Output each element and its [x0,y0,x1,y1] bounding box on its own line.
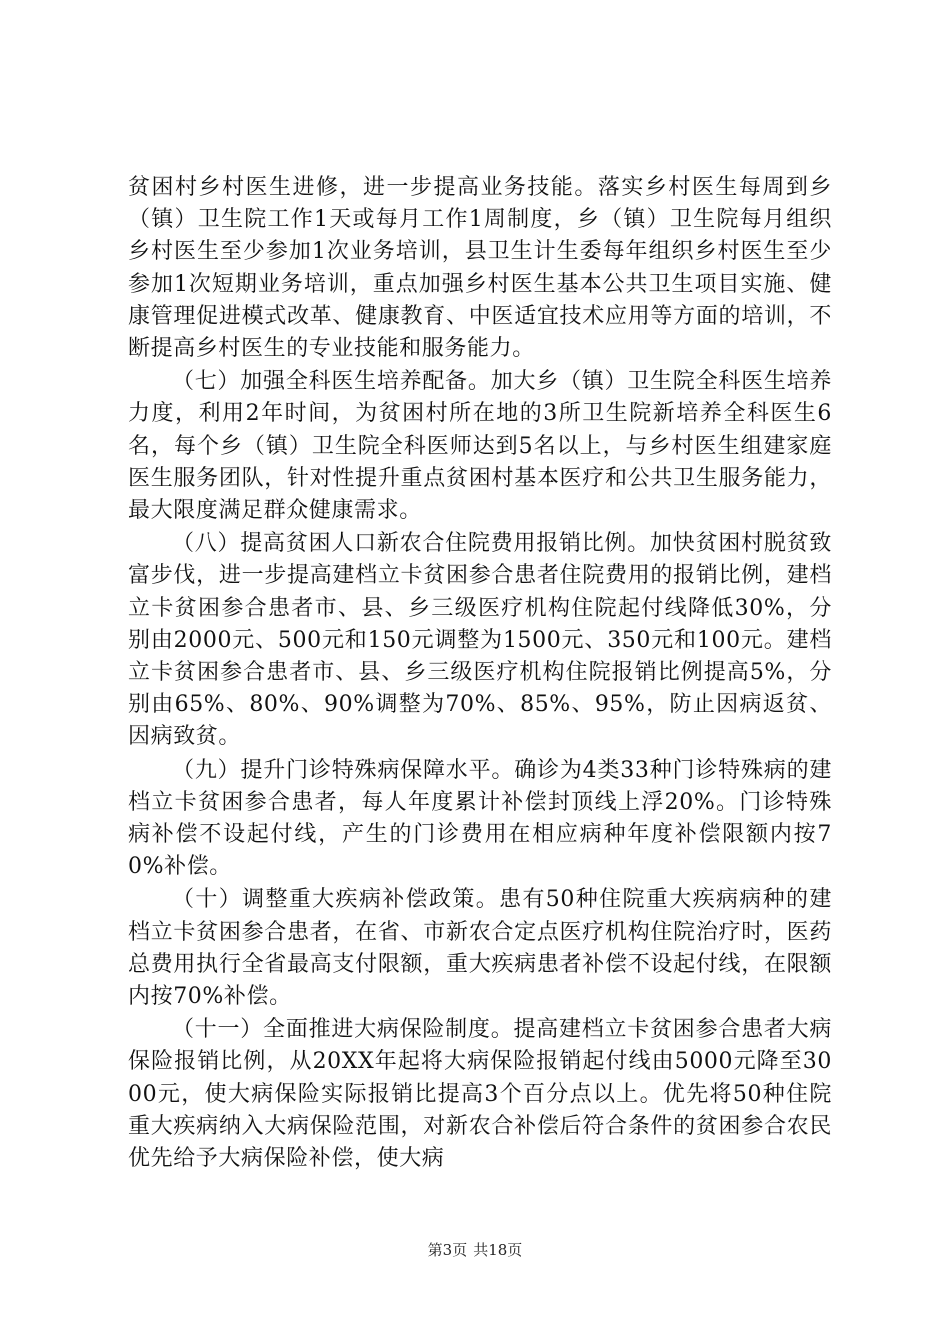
paragraph-section-7: （七）加强全科医生培养配备。加大乡（镇）卫生院全科医生培养力度，利用2年时间，为贫困村所在地的3所卫生院新培养全科医生6名，每个乡（镇）卫生院全科医师达到5名以上，与乡村医生组建家庭医生服务团队，针对性提升重点贫困村基本医疗和公共卫生服务能力，最大限度满足群众健康需求。 [128,369,832,524]
page-total: 共18页 [473,1241,523,1259]
paragraph-section-8: （八）提高贫困人口新农合住院费用报销比例。加快贫困村脱贫致富步伐，进一步提高建档立卡贫困参合患者住院费用的报销比例，建档立卡贫困参合患者市、县、乡三级医疗机构住院起付线降低30%，分别由2000元、500元和150元调整为1500元、350元和100元。建档立卡贫困参合患者市、县、乡三级医疗机构住院报销比例提高5%，分别由65%、80%、90%调整为70%、85%、95%，防止因病返贫、因病致贫。 [128,531,832,750]
paragraph-section-11: （十一）全面推进大病保险制度。提高建档立卡贫困参合患者大病保险报销比例，从20XX年起将大病保险报销起付线由5000元降至3000元，使大病保险实际报销比提高3个百分点以上。优先将50种住院重大疾病纳入大病保险范围，对新农合补偿后符合条件的贫困参合农民优先给予大病保险补偿，使大病 [128,1017,832,1172]
page-number: 第3页 [427,1241,468,1259]
paragraph-continuation: 贫困村乡村医生进修，进一步提高业务技能。落实乡村医生每周到乡（镇）卫生院工作1天或每月工作1周制度，乡（镇）卫生院每月组织乡村医生至少参加1次业务培训，县卫生计生委每年组织乡村医生至少参加1次短期业务培训，重点加强乡村医生基本公共卫生项目实施、健康管理促进模式改革、健康教育、中医适宜技术应用等方面的培训，不断提高乡村医生的专业技能和服务能力。 [128,175,832,362]
paragraph-section-10: （十）调整重大疾病补偿政策。患有50种住院重大疾病病种的建档立卡贫困参合患者，在省、市新农合定点医疗机构住院治疗时，医药总费用执行全省最高支付限额，重大疾病患者补偿不设起付线，在限额内按70%补偿。 [128,887,832,1010]
paragraph-section-9: （九）提升门诊特殊病保障水平。确诊为4类33种门诊特殊病的建档立卡贫困参合患者，每人年度累计补偿封顶线上浮20%。门诊特殊病补偿不设起付线，产生的门诊费用在相应病种年度补偿限额内按70%补偿。 [128,757,832,880]
page-footer [0,1240,950,1260]
document-body [128,172,832,1176]
